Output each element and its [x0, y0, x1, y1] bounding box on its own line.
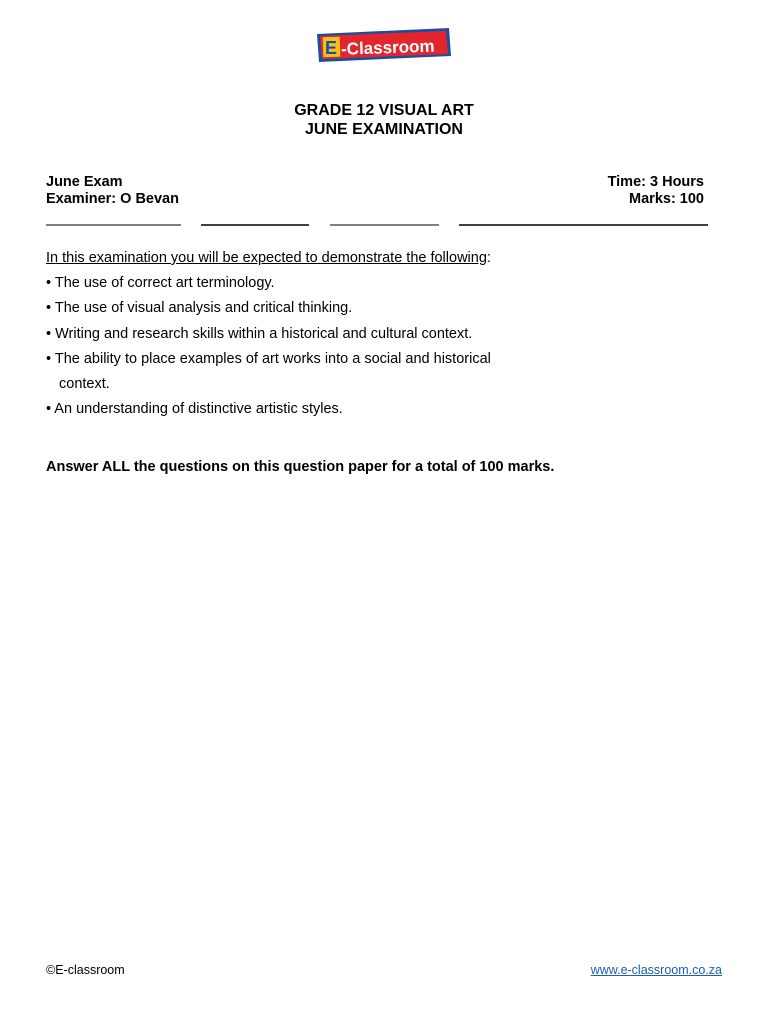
svg-text:E: E	[325, 38, 338, 58]
title-line-1: GRADE 12 VISUAL ART	[294, 102, 474, 119]
exam-meta-right	[608, 174, 704, 208]
e-classroom-logo	[313, 26, 453, 66]
svg-text:-Classroom: -Classroom	[340, 36, 435, 59]
list-item	[46, 351, 491, 393]
list-item: • The use of correct art terminology.	[46, 275, 275, 291]
exam-name: June Exam	[46, 174, 123, 190]
skills-list	[46, 275, 491, 426]
list-item: • The use of visual analysis and critical thinking.	[46, 300, 353, 317]
examiner-name: Examiner: O Bevan	[46, 191, 179, 207]
exam-time: Time: 3 Hours	[607, 174, 704, 190]
footer-website-link[interactable]: www.e-classroom.co.za	[590, 963, 722, 977]
title-line-2: JUNE EXAMINATION	[305, 121, 463, 138]
list-item-text: • The ability to place examples of art works into a social and historical	[46, 350, 491, 367]
intro-colon: :	[486, 250, 491, 266]
header-divider	[46, 224, 708, 227]
list-item: • Writing and research skills within a historical and cultural context.	[46, 325, 473, 342]
footer-copyright: ©E-classroom	[46, 963, 125, 977]
intro-underlined: In this examination you will be expected to demonstrate the following	[46, 250, 487, 266]
exam-title	[0, 101, 768, 139]
list-item: • An understanding of distinctive artistic styles.	[46, 401, 343, 418]
list-item-continuation: context.	[59, 375, 110, 392]
instruction-text: Answer ALL the questions on this question paper for a total of 100 marks.	[46, 459, 555, 475]
exam-marks: Marks: 100	[629, 191, 704, 207]
exam-meta-left	[46, 174, 179, 208]
intro-text	[46, 250, 491, 267]
